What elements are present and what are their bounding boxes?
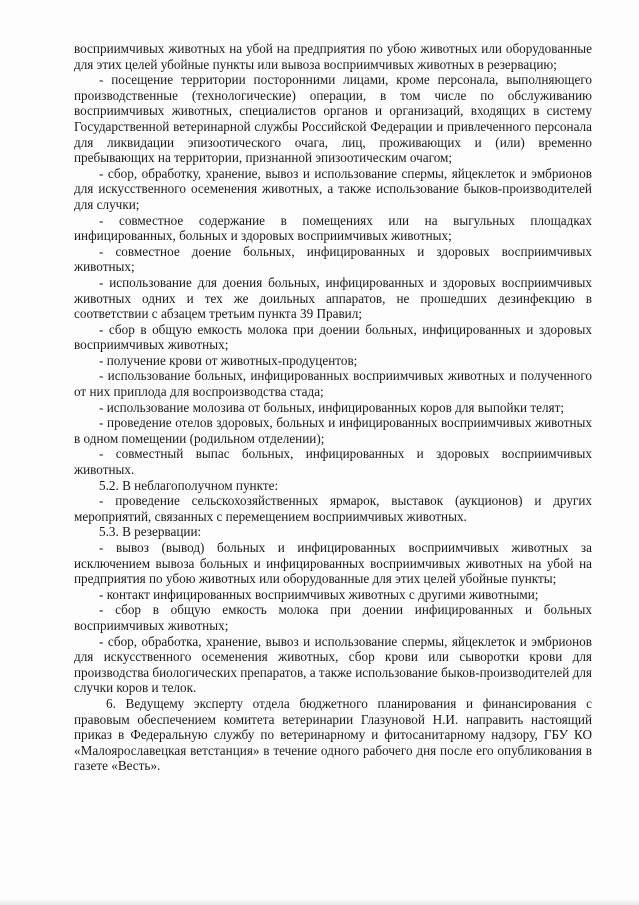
paragraph-milk-reservation: - сбор в общую емкость молока при доении инфицированных и больных восприимчивых животных; bbox=[74, 602, 592, 633]
paragraph-sperm-reservation: - сбор, обработка, хранение, вывоз и использование спермы, яйцеклеток и эмбрионов для искусственного осеменения животных, сбор крови или сыворотки крови для производства биологических препаратов, а также использование быков-производителей для случки коров и телок. bbox=[74, 633, 592, 696]
paragraph-colostrum: - использование молозива от больных, инфицированных коров для выпойки телят; bbox=[99, 399, 565, 415]
paragraph-calving: - проведение отелов здоровых, больных и инфицированных восприимчивых животных в одном помещении (родильном отделении); bbox=[74, 415, 592, 446]
paragraph-export-animals: - вывоз (вывод) больных и инфицированных восприимчивых животных за исключением вывоза больных и инфицированных восприимчивых животных на убой на предприятия по убою животных или оборудованные для этих целей убойные пункты; bbox=[74, 540, 592, 587]
paragraph-fairs-exhibitions: - проведение сельскохозяйственных ярмарок, выставок (аукционов) и других мероприятий, связанных с перемещением восприимчивых животных. bbox=[74, 493, 592, 524]
paragraph-blood-collection: - получение крови от животных-продуцентов; bbox=[99, 352, 358, 368]
section-heading-5-2: 5.2. В неблагополучном пункте: bbox=[99, 477, 279, 493]
paragraph-sperm-collection: - сбор, обработку, хранение, вывоз и использование спермы, яйцеклеток и эмбрионов для искусственного осеменения животных, а также использование быков-производителей для случки; bbox=[74, 165, 592, 212]
paragraph-contact-animals: - контакт инфицированных восприимчивых животных с другими животными; bbox=[99, 586, 539, 602]
paragraph-visitors-restriction: - посещение территории посторонними лицами, кроме персонала, выполняющего производственные (технологические) операции, в том числе по обслуживанию восприимчивых животных, специалистов органов и организаций, входящих в систему Государственной ветеринарной службы Российской Федерации и привлеченного персонала для ликвидации эпизоотического очага, лиц, проживающих и (или) временно пребывающих на территории, признанной эпизоотическим очагом; bbox=[74, 72, 592, 166]
paragraph-joint-keeping: - совместное содержание в помещениях или на выгульных площадках инфицированных, больных и здоровых восприимчивых животных; bbox=[74, 212, 592, 244]
paragraph-joint-grazing: - совместный выпас больных, инфицированных и здоровых восприимчивых животных. bbox=[74, 446, 592, 478]
paragraph-milk-common-container: - сбор в общую емкость молока при доении больных, инфицированных и здоровых восприимчивых животных; bbox=[74, 321, 592, 353]
paragraph-milking-devices: - использование для доения больных, инфицированных и здоровых восприимчивых животных одних и тех же доильных аппаратов, не прошедших дезинфекцию в соответствии с абзацем третьим пункта 39 Правил; bbox=[74, 274, 592, 322]
paragraph-herd-reproduction: - использование больных, инфицированных восприимчивых животных и полученного от них приплода для воспроизводства стада; bbox=[74, 368, 592, 400]
document-body bbox=[74, 41, 592, 774]
paragraph-joint-milking: - совместное доение больных, инфицированных и здоровых восприимчивых животных; bbox=[74, 243, 592, 275]
paragraph-continuation: восприимчивых животных на убой на предприятия по убою животных или оборудованные для этих целей убойные пункты или вывоза восприимчивых животных в резервацию; bbox=[74, 41, 592, 72]
paragraph-item-6: 6. Ведущему эксперту отдела бюджетного планирования и финансирования с правовым обеспечением комитета ветеринарии Глазуновой Н.И. направить настоящий приказ в Федеральную службу по ветеринарному и фитосанитарному надзору, ГБУ КО «Малоярославецкая ветстанция» в течение одного рабочего дня после его опубликования в газете «Весть». bbox=[74, 695, 592, 774]
section-heading-5-3: 5.3. В резервации: bbox=[99, 524, 202, 540]
scan-bottom-edge bbox=[0, 897, 639, 905]
